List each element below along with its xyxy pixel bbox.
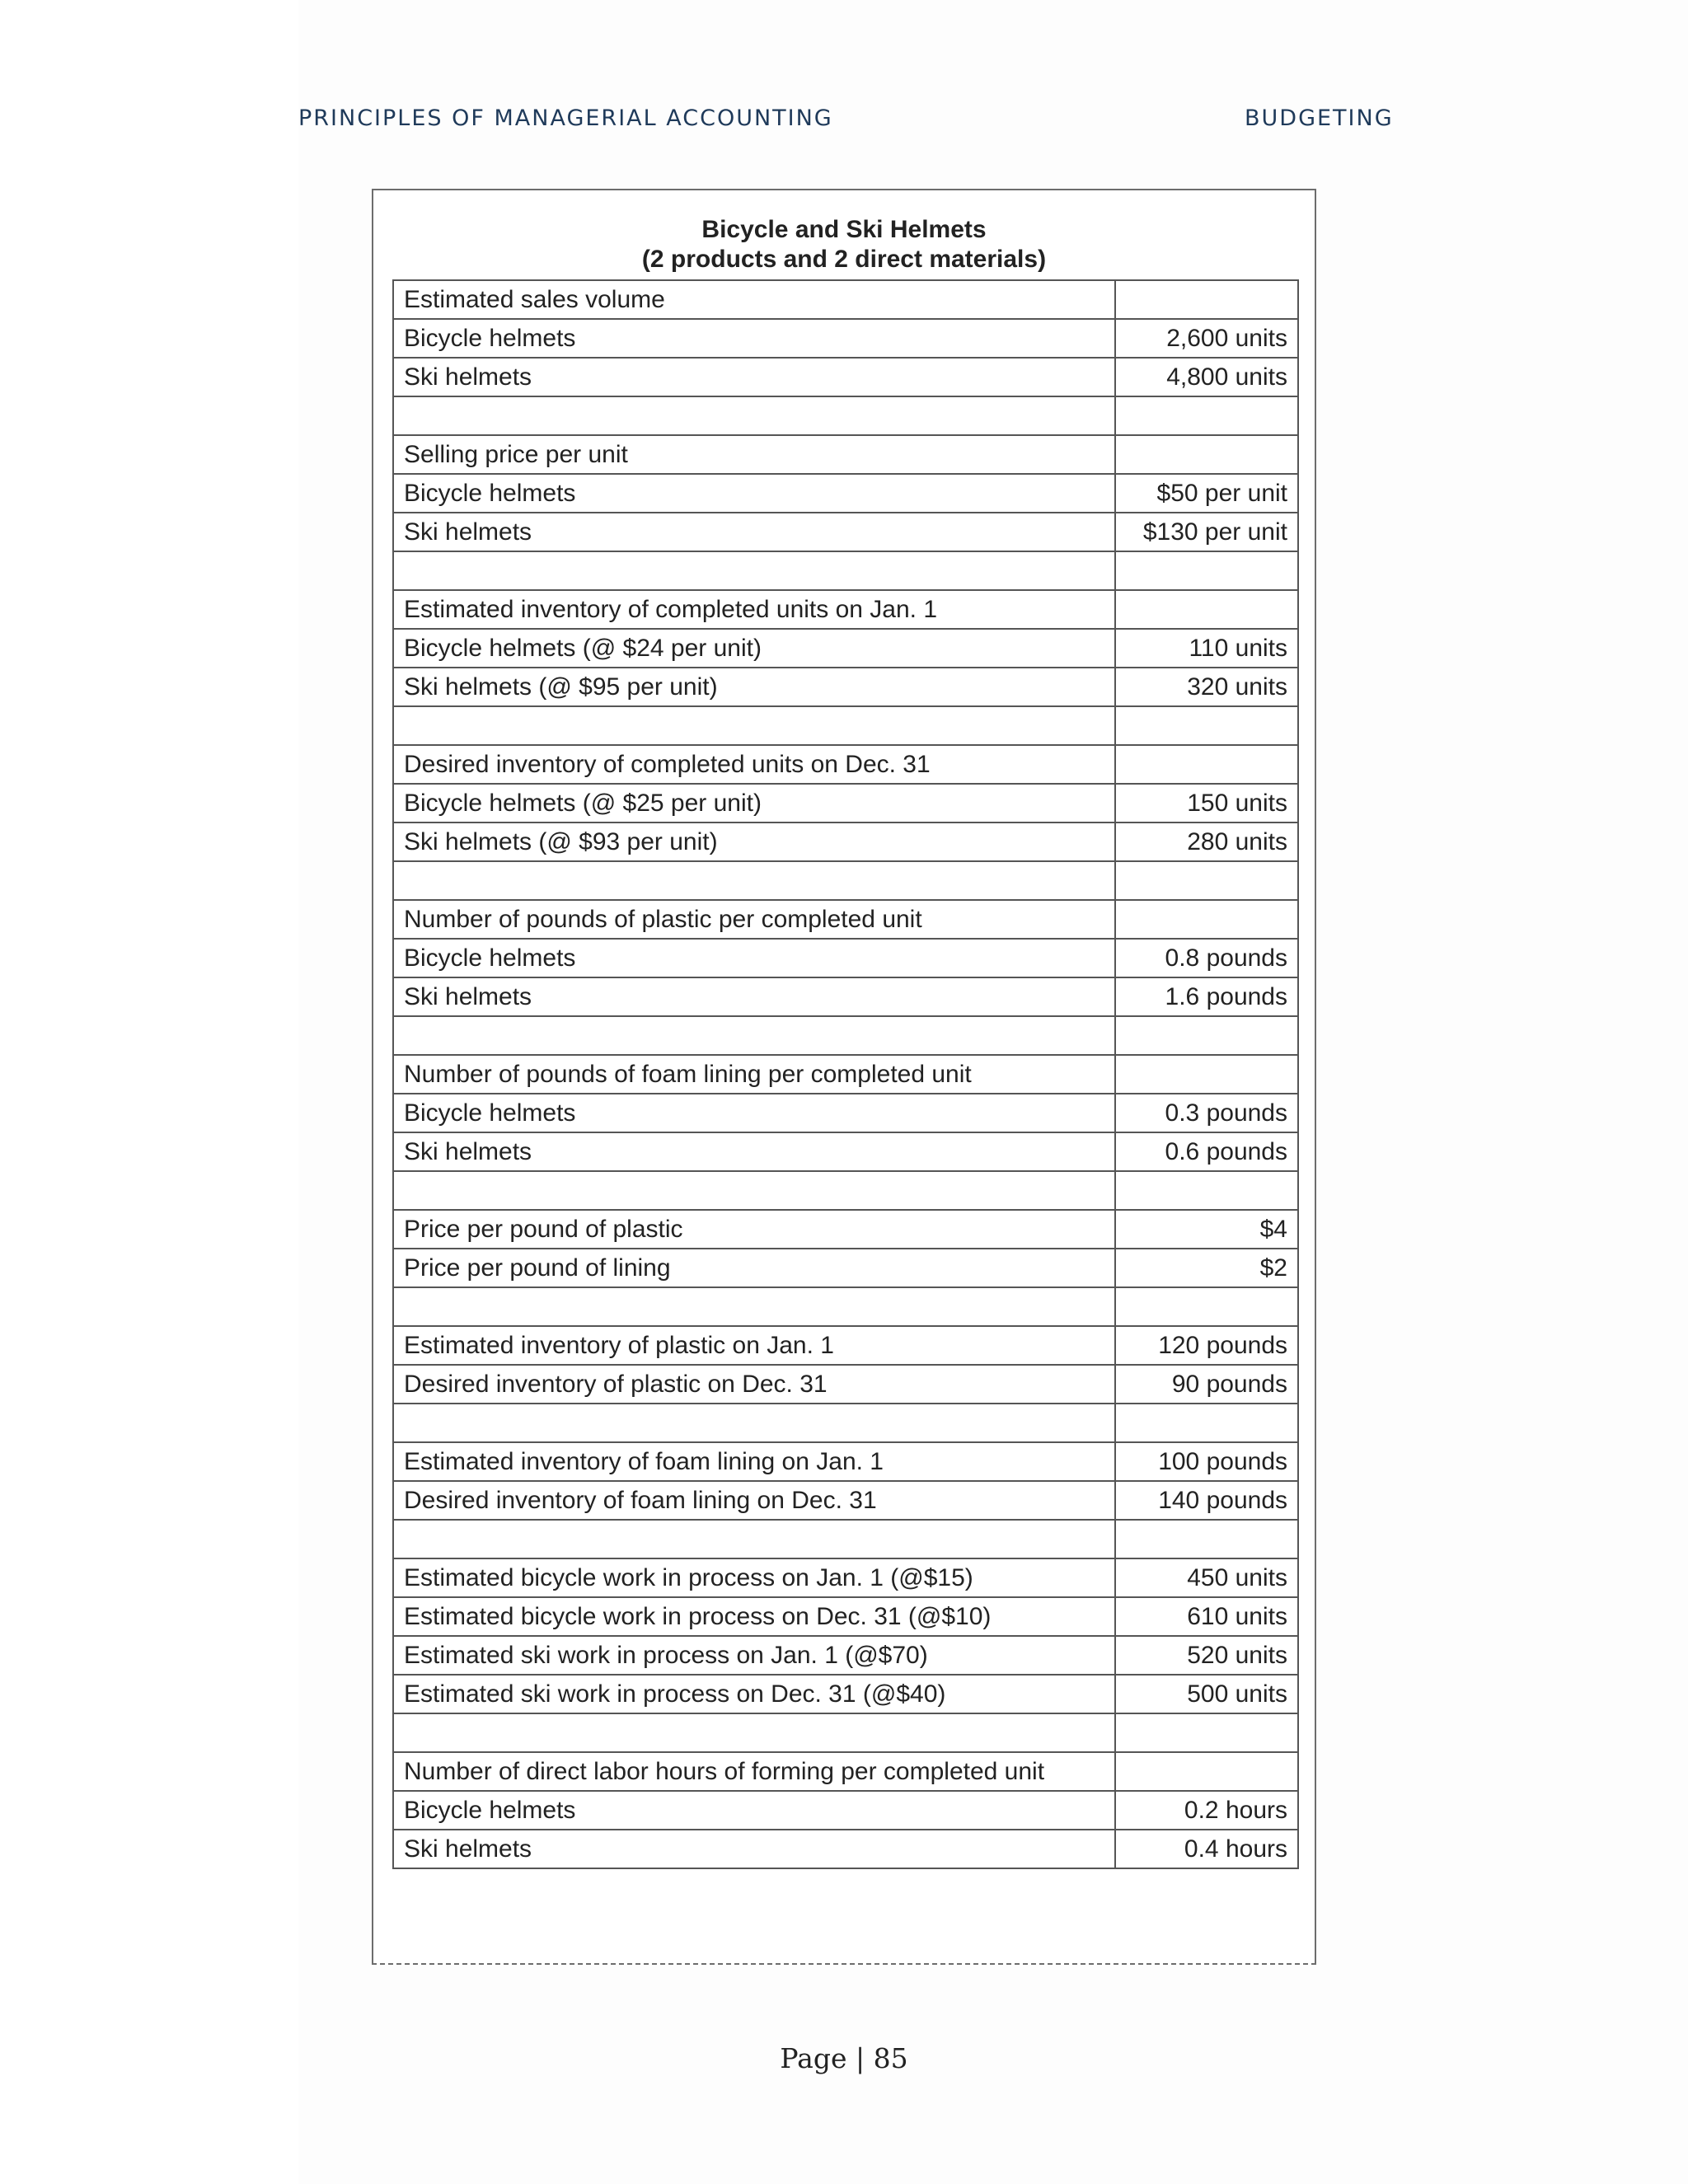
row-value: 150 units	[1115, 784, 1298, 823]
table-row	[393, 1636, 1298, 1675]
spacer-row	[393, 706, 1298, 745]
row-label	[393, 1287, 1115, 1326]
row-sub-label: Ski helmets (@ $93 per unit)	[393, 823, 1115, 861]
row-sub-label: Bicycle helmets (@ $24 per unit)	[393, 629, 1115, 668]
row-label: Number of direct labor hours of forming per completed unit	[393, 1752, 1115, 1791]
row-value: 450 units	[1115, 1558, 1298, 1597]
figure-title: Bicycle and Ski Helmets	[701, 216, 987, 243]
table-row	[393, 900, 1298, 939]
row-value: 0.6 pounds	[1115, 1132, 1298, 1171]
table-row	[393, 1675, 1298, 1713]
table-row	[393, 784, 1298, 823]
row-label: Estimated ski work in process on Dec. 31 (@$40)	[393, 1675, 1115, 1713]
row-value: 0.8 pounds	[1115, 939, 1298, 977]
row-value: $2	[1115, 1249, 1298, 1287]
table-row	[393, 474, 1298, 513]
row-label	[393, 1713, 1115, 1752]
row-label	[393, 706, 1115, 745]
row-sub-label: Bicycle helmets	[393, 319, 1115, 358]
spacer-row	[393, 861, 1298, 900]
row-sub-label: Bicycle helmets (@ $25 per unit)	[393, 784, 1115, 823]
spacer-row	[393, 1016, 1298, 1055]
row-value: 0.2 hours	[1115, 1791, 1298, 1830]
table-row	[393, 1558, 1298, 1597]
table-row	[393, 668, 1298, 706]
spacer-row	[393, 396, 1298, 435]
row-sub-label: Ski helmets	[393, 513, 1115, 551]
table-row	[393, 1132, 1298, 1171]
row-label	[393, 861, 1115, 900]
row-value: $4	[1115, 1210, 1298, 1249]
table-row	[393, 280, 1298, 319]
table-row	[393, 513, 1298, 551]
table-row	[393, 1326, 1298, 1365]
row-value: 320 units	[1115, 668, 1298, 706]
row-value: 4,800 units	[1115, 358, 1298, 396]
row-value	[1115, 280, 1298, 319]
spacer-row	[393, 551, 1298, 590]
running-header-chapter: BUDGETING	[1245, 105, 1394, 131]
row-value	[1115, 1171, 1298, 1210]
row-label: Estimated bicycle work in process on Dec. 31 (@$10)	[393, 1597, 1115, 1636]
row-value	[1115, 1752, 1298, 1791]
table-row	[393, 319, 1298, 358]
row-label: Estimated inventory of plastic on Jan. 1	[393, 1326, 1115, 1365]
row-label	[393, 1520, 1115, 1558]
table-row	[393, 1094, 1298, 1132]
row-value: 120 pounds	[1115, 1326, 1298, 1365]
row-value	[1115, 1404, 1298, 1442]
row-value	[1115, 861, 1298, 900]
row-label: Number of pounds of plastic per completed unit	[393, 900, 1115, 939]
table-row	[393, 1752, 1298, 1791]
row-label	[393, 1016, 1115, 1055]
row-value	[1115, 745, 1298, 784]
row-label	[393, 1404, 1115, 1442]
row-sub-label: Bicycle helmets	[393, 1094, 1115, 1132]
row-label: Desired inventory of completed units on Dec. 31	[393, 745, 1115, 784]
row-value: 110 units	[1115, 629, 1298, 668]
table-row	[393, 435, 1298, 474]
budget-data-table-body	[393, 280, 1298, 1868]
row-value: 90 pounds	[1115, 1365, 1298, 1404]
row-value: 140 pounds	[1115, 1481, 1298, 1520]
spacer-row	[393, 1287, 1298, 1326]
row-value	[1115, 1287, 1298, 1326]
table-row	[393, 1791, 1298, 1830]
table-row	[393, 1481, 1298, 1520]
table-row	[393, 1830, 1298, 1868]
table-row	[393, 1597, 1298, 1636]
figure-frame	[372, 189, 1316, 1965]
row-value: $50 per unit	[1115, 474, 1298, 513]
row-value	[1115, 590, 1298, 629]
row-sub-label: Bicycle helmets	[393, 474, 1115, 513]
row-value: $130 per unit	[1115, 513, 1298, 551]
budget-data-table	[392, 279, 1299, 1869]
row-value	[1115, 435, 1298, 474]
row-label: Estimated inventory of foam lining on Jan. 1	[393, 1442, 1115, 1481]
table-row	[393, 1210, 1298, 1249]
row-label: Estimated bicycle work in process on Jan. 1 (@$15)	[393, 1558, 1115, 1597]
row-value	[1115, 1055, 1298, 1094]
page-number: Page | 85	[780, 2042, 908, 2074]
row-value: 500 units	[1115, 1675, 1298, 1713]
row-label	[393, 1171, 1115, 1210]
table-row	[393, 977, 1298, 1016]
row-value: 280 units	[1115, 823, 1298, 861]
table-row	[393, 1442, 1298, 1481]
row-value: 2,600 units	[1115, 319, 1298, 358]
row-value: 610 units	[1115, 1597, 1298, 1636]
row-value	[1115, 1713, 1298, 1752]
row-label	[393, 396, 1115, 435]
row-value	[1115, 706, 1298, 745]
row-value: 1.6 pounds	[1115, 977, 1298, 1016]
running-header-book-title: PRINCIPLES OF MANAGERIAL ACCOUNTING	[298, 105, 833, 131]
row-value: 520 units	[1115, 1636, 1298, 1675]
row-sub-label: Ski helmets	[393, 977, 1115, 1016]
row-sub-label: Ski helmets	[393, 1830, 1115, 1868]
spacer-row	[393, 1404, 1298, 1442]
row-label: Estimated ski work in process on Jan. 1 (@$70)	[393, 1636, 1115, 1675]
table-row	[393, 1249, 1298, 1287]
row-label: Estimated sales volume	[393, 280, 1115, 319]
table-row	[393, 939, 1298, 977]
row-label	[393, 551, 1115, 590]
row-label: Desired inventory of plastic on Dec. 31	[393, 1365, 1115, 1404]
row-sub-label: Ski helmets	[393, 358, 1115, 396]
table-row	[393, 590, 1298, 629]
row-sub-label: Bicycle helmets	[393, 939, 1115, 977]
row-sub-label: Ski helmets (@ $95 per unit)	[393, 668, 1115, 706]
table-row	[393, 1055, 1298, 1094]
row-value: 100 pounds	[1115, 1442, 1298, 1481]
row-label: Price per pound of plastic	[393, 1210, 1115, 1249]
row-label: Selling price per unit	[393, 435, 1115, 474]
row-value	[1115, 396, 1298, 435]
row-label: Number of pounds of foam lining per completed unit	[393, 1055, 1115, 1094]
row-value	[1115, 900, 1298, 939]
table-row	[393, 823, 1298, 861]
row-label: Estimated inventory of completed units on Jan. 1	[393, 590, 1115, 629]
row-value	[1115, 1520, 1298, 1558]
spacer-row	[393, 1713, 1298, 1752]
spacer-row	[393, 1171, 1298, 1210]
row-sub-label: Bicycle helmets	[393, 1791, 1115, 1830]
row-sub-label: Ski helmets	[393, 1132, 1115, 1171]
row-label: Desired inventory of foam lining on Dec. 31	[393, 1481, 1115, 1520]
figure-subtitle: (2 products and 2 direct materials)	[641, 246, 1047, 273]
row-value: 0.4 hours	[1115, 1830, 1298, 1868]
table-row	[393, 1365, 1298, 1404]
row-value: 0.3 pounds	[1115, 1094, 1298, 1132]
row-value	[1115, 551, 1298, 590]
table-row	[393, 629, 1298, 668]
row-value	[1115, 1016, 1298, 1055]
row-label: Price per pound of lining	[393, 1249, 1115, 1287]
table-row	[393, 358, 1298, 396]
spacer-row	[393, 1520, 1298, 1558]
table-row	[393, 745, 1298, 784]
